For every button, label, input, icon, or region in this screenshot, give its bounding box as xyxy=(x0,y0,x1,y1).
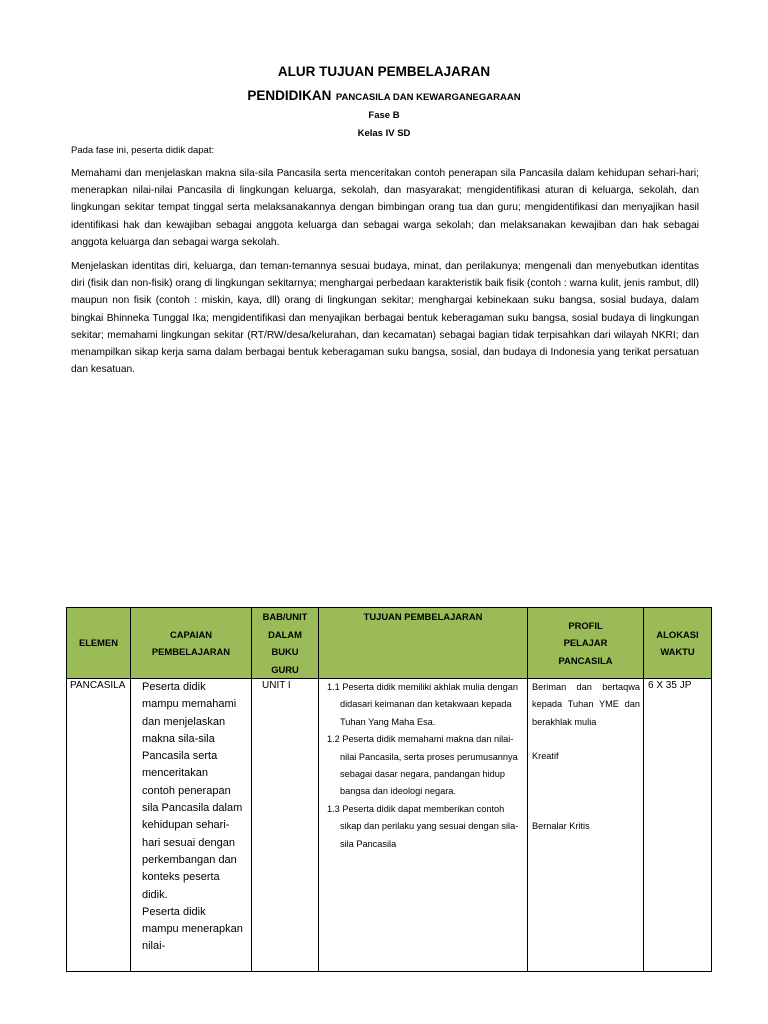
grade-label: Kelas IV SD xyxy=(357,128,411,139)
header-capaian: CAPAIAN PEMBELAJARAN xyxy=(131,608,252,679)
document-title: ALUR TUJUAN PEMBELAJARAN xyxy=(277,64,491,79)
table-row xyxy=(67,679,712,972)
profil-item-1: Beriman dan bertaqwa kepada Tuhan YME dan berakhlak mulia xyxy=(532,682,640,727)
header-profil: PROFIL PELAJAR PANCASILA xyxy=(528,608,644,679)
header-bab: BAB/UNIT DALAM BUKU GURU xyxy=(252,608,319,679)
cell-tujuan xyxy=(319,679,528,972)
paragraph-2: Menjelaskan identitas diri, keluarga, dan teman-temannya sesuai budaya, minat, dan perilakunya; mengenali dan menyebutkan identitas diri (fisik dan non-fisik) orang di lingkungan sekitarnya; menghargai perbedaan karakteristik baik fisik (contoh : warna kulit, jenis rambut, dll) maupun non fisik (contoh : miskin, kaya, dll) orang di lingkungan sekitar; menghargai kebinekaan suku bangsa, sosial budaya, dalam bingkai Bhinneka Tunggal Ika; mengidentifikasi dan menyajikan berbagai bentuk keberagaman suku bangsa, sosial budaya di lingkungan sekitar; memahami lingkungan sekitar (RT/RW/desa/kelurahan, dan kecamatan) sebagai bagian tidak terpisahkan dari wilayah NKRI; dan menampilkan sikap kerja sama dalam berbagai bentuk keberagaman suku bangsa, sosial, dan budaya di Indonesia yang terikat persatuan dan kesatuan. xyxy=(71,261,699,376)
goal-item-1: 1.1 Peserta didik memiliki akhlak mulia dengan didasari keimanan dan ketakwaan kepada Tuhan Yang Maha Esa. xyxy=(327,682,518,727)
subject-heading xyxy=(0,87,768,105)
profil-item-3: Bernalar Kritis xyxy=(532,820,590,831)
capaian-text-2: Peserta didik mampu menerapkan nilai- xyxy=(142,905,243,953)
cell-alokasi: 6 X 35 JP xyxy=(644,679,712,972)
subject-big: PENDIDIKAN xyxy=(247,88,332,103)
phase-label: Fase B xyxy=(368,110,400,121)
subject-small: PANCASILA DAN KEWARGANEGARAAN xyxy=(335,92,521,103)
header-alokasi: ALOKASI WAKTU xyxy=(644,608,712,679)
capaian-text-1: Peserta didik mampu memahami dan menjelaskan makna sila-sila Pancasila serta menceritakan contoh penerapan sila Pancasila dalam kehidupan sehari-hari sesuai dengan perkembangan dan konteks peserta didik. xyxy=(142,681,243,901)
goal-item-2: 1.2 Peserta didik memahami makna dan nilai-nilai Pancasila, serta proses perumusannya sebagai dasar negara, pandangan hidup bangsa dan ideologi negara. xyxy=(327,734,518,797)
learning-path-table xyxy=(66,607,712,972)
header-tujuan: TUJUAN PEMBELAJARAN xyxy=(319,608,528,679)
cell-capaian xyxy=(131,679,252,972)
table-header-row xyxy=(67,608,712,679)
intro-text: Pada fase ini, peserta didik dapat: xyxy=(71,145,215,156)
cell-elemen: PANCASILA xyxy=(67,679,131,972)
header-elemen: ELEMEN xyxy=(67,608,131,679)
profil-item-2: Kreatif xyxy=(532,751,559,762)
cell-bab: UNIT I xyxy=(252,679,319,972)
cell-profil xyxy=(528,679,644,972)
paragraph-1: Memahami dan menjelaskan makna sila-sila Pancasila serta menceritakan contoh penerapan sila Pancasila dalam kehidupan sehari-hari; menerapkan nilai-nilai Pancasila di lingkungan keluarga, sekolah, dan masyarakat; mengidentifikasi aturan di keluarga, sekolah, dan lingkungan sekitar tempat tinggal serta melaksanakannya dengan bimbingan orang tua dan guru; mengidentifikasi dan menyajikan hasil identifikasi hak dan kewajiban sebagai anggota keluarga dan sebagai warga sekolah; dan melaksanakan kewajiban dan hak sebagai anggota keluarga dan sebagai warga sekolah. xyxy=(71,168,699,248)
goal-item-3: 1.3 Peserta didik dapat memberikan contoh sikap dan perilaku yang sesuai dengan sila-sila Pancasila xyxy=(327,803,519,849)
